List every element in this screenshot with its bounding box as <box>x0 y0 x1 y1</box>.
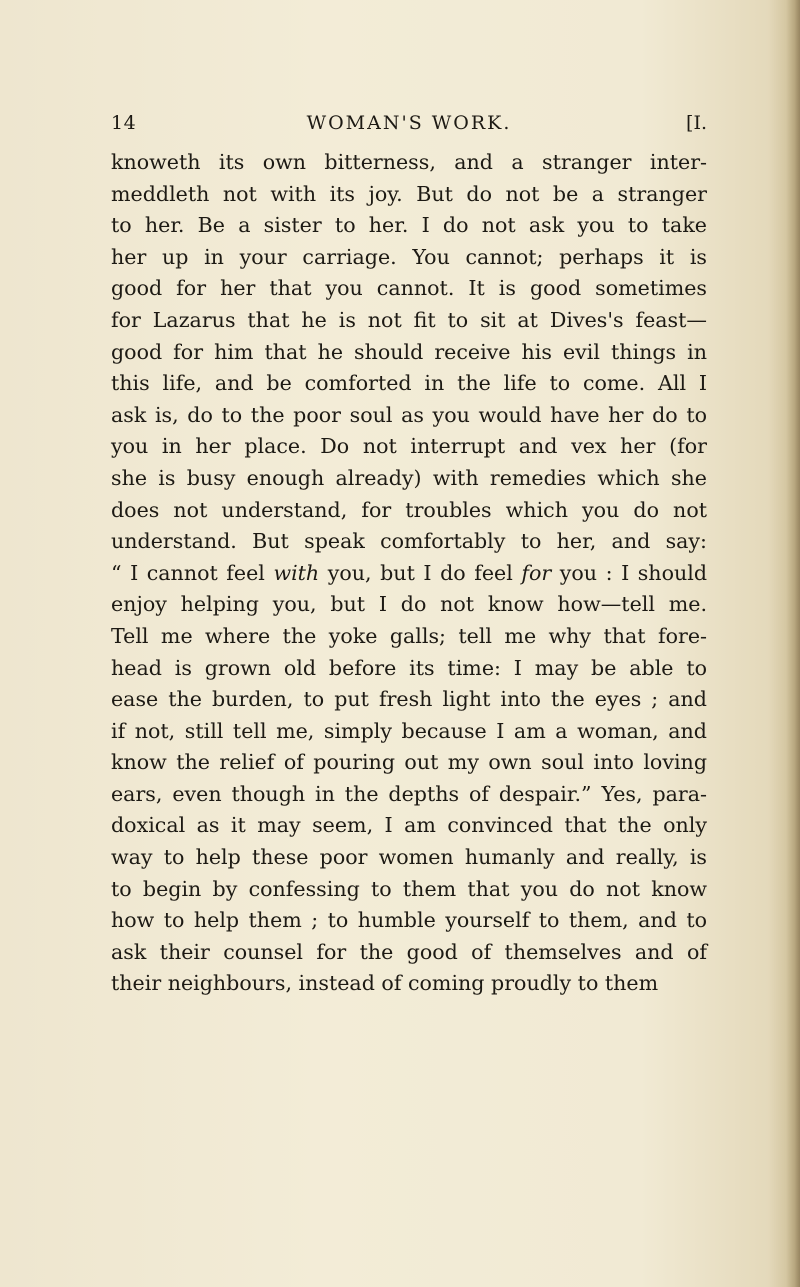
text-line: enjoy helping you, but I do not know how—tell me. <box>111 592 707 617</box>
text-line: knoweth its own bitterness, and a stranger inter- <box>111 150 707 174</box>
text-line: to her. Be a sister to her. I do not ask you to take <box>111 213 707 238</box>
italic-for: for <box>521 560 552 585</box>
text-line: her up in your carriage. You cannot; perhaps it is <box>111 244 707 269</box>
text-line: ask their counsel for the good of themselves and of <box>111 939 707 964</box>
text-line: for Lazarus that he is not fit to sit at Dives's feast— <box>111 307 707 332</box>
text-line: this life, and be comforted in the life to come. All I <box>111 371 707 396</box>
text-line: doxical as it may seem, I am convinced that the only <box>111 813 707 838</box>
running-head <box>111 112 707 142</box>
text-line: good for her that you cannot. It is good sometimes <box>111 276 707 301</box>
text-line: how to help them ; to humble yourself to them, and to <box>111 908 707 933</box>
text-line: know the relief of pouring out my own soul into loving <box>111 750 707 775</box>
text-line: their neighbours, instead of coming proudly to them <box>111 971 659 996</box>
text-line: if not, still tell me, simply because I am a woman, and <box>111 718 707 743</box>
text-line: meddleth not with its joy. But do not be a stranger <box>111 181 707 206</box>
body-text <box>111 147 707 1000</box>
section-mark: [I. <box>686 112 707 134</box>
running-title: WOMAN'S WORK. <box>306 112 512 134</box>
text-line: to begin by confessing to them that you do not know <box>111 876 707 901</box>
text-line: ears, even though in the depths of despair.” Yes, para- <box>111 781 707 806</box>
text-fragment: “ I cannot feel <box>111 560 274 585</box>
text-line: way to help these poor women humanly and really, is <box>111 845 707 870</box>
text-line-with-italics <box>111 558 707 590</box>
text-line: ask is, do to the poor soul as you would have her do to <box>111 402 707 427</box>
text-fragment: you : I should <box>551 560 708 585</box>
italic-with: with <box>273 560 320 585</box>
text-line: understand. But speak comfortably to her, and say: <box>111 529 707 554</box>
page-edge-shadow <box>786 0 800 1287</box>
text-fragment: you, but I do feel <box>319 560 522 585</box>
text-line: good for him that he should receive his evil things in <box>111 339 707 364</box>
text-line: you in her place. Do not interrupt and vex her (for <box>111 434 707 459</box>
text-line: does not understand, for troubles which you do not <box>111 497 707 522</box>
text-line: ease the burden, to put fresh light into the eyes ; and <box>111 687 707 712</box>
page-number: 14 <box>111 112 137 134</box>
text-line: she is busy enough already) with remedies which she <box>111 465 707 490</box>
text-line: Tell me where the yoke galls; tell me why that fore- <box>111 623 707 648</box>
text-line: head is grown old before its time: I may be able to <box>111 655 707 680</box>
